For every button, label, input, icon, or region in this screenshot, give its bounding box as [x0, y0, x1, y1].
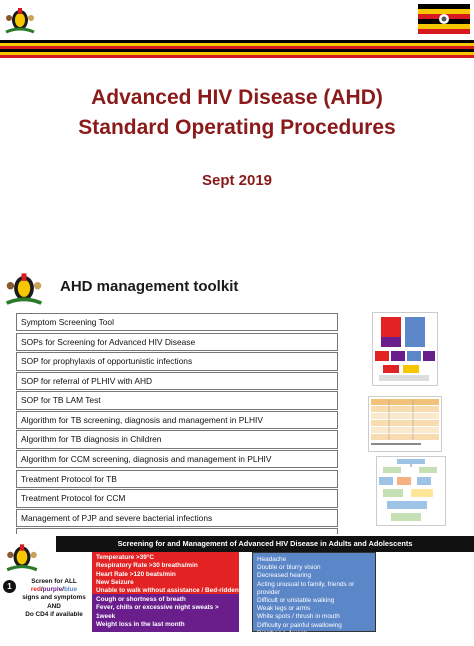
blue-sign: Decreased hearing — [257, 572, 311, 580]
blue-sign: Acting unusual to family, friends or provider — [257, 580, 355, 596]
toolkit-item: Management of PJP and severe bacterial infections — [16, 509, 338, 527]
blue-sign: Difficulty or painful swallowing — [257, 621, 342, 629]
screen-line1: Screen for ALL — [31, 578, 77, 585]
screen-purple-word: purple — [42, 586, 63, 594]
toolkit-item: Symptom Screening Tool — [16, 313, 338, 331]
toolkit-item: SOP for referral of PLHIV with AHD — [16, 372, 338, 390]
title-slide — [0, 0, 474, 252]
toolkit-slide — [0, 258, 474, 534]
screening-slide — [0, 534, 474, 646]
red-sign: Respiratory Rate >30 breaths/min — [96, 562, 198, 570]
red-sign: Unable to walk without assistance / Bed-ridden — [96, 587, 239, 595]
uganda-coat-of-arms-icon — [4, 266, 44, 308]
flag-color-stripes — [0, 40, 474, 60]
screen-blue-word: blue — [63, 586, 78, 594]
screen-red-word: red — [30, 586, 41, 594]
slide-title-line2: Standard Operating Procedures — [78, 116, 396, 139]
blue-sign: Body sores or skin rashes — [257, 638, 331, 646]
step-number-badge: 1 — [3, 580, 16, 593]
purple-sign: Cough or shortness of breath — [96, 596, 186, 603]
purple-sign: Weight loss in the last month — [96, 620, 185, 628]
algorithm-thumbnail-icon — [377, 457, 445, 525]
toolkit-list — [16, 313, 338, 548]
screen-instructions — [16, 578, 92, 619]
toolkit-item: SOP for prophylaxis of opportunistic infections — [16, 352, 338, 370]
screen-line3: signs and symptoms — [22, 594, 86, 602]
toolkit-item: Algorithm for TB diagnosis in Children — [16, 430, 338, 448]
toolkit-item: Algorithm for CCM screening, diagnosis and management in PLHIV — [16, 450, 338, 468]
blue-sign: Headache — [257, 556, 287, 563]
purple-sign: Fever, chills or excessive night sweats > 1week — [96, 604, 219, 620]
uganda-flag-icon — [418, 4, 470, 34]
uganda-coat-of-arms-icon — [4, 538, 40, 574]
screen-color-words: red/purple/blue — [30, 586, 78, 594]
screening-tool-thumbnail — [372, 312, 438, 386]
toolkit-item: SOP for TB LAM Test — [16, 391, 338, 409]
toolkit-item: Treatment Protocol for CCM — [16, 489, 338, 507]
toolkit-item: Algorithm for TB screening, diagnosis and management in PLHIV — [16, 411, 338, 429]
blue-sign: Weak legs or arms — [257, 605, 311, 613]
toolkit-title: AHD management toolkit — [60, 278, 239, 295]
purple-tb-signs-box — [92, 594, 239, 632]
screen-line4: AND — [47, 602, 61, 610]
blue-sign: Diarrhea > 1week — [257, 629, 308, 637]
algorithm-thumbnail — [376, 456, 446, 526]
blue-sign: Double or blurry vision — [257, 564, 321, 572]
table-thumbnail-icon — [369, 397, 441, 451]
red-sign: Temperature >39°C — [96, 554, 155, 561]
uganda-coat-of-arms-icon — [4, 2, 36, 36]
blue-signs-box — [252, 552, 376, 646]
toolkit-item: Treatment Protocol for TB — [16, 470, 338, 488]
screening-header: Screening for and Management of Advanced HIV Disease in Adults and Adolescents — [56, 536, 474, 552]
slide-title-line1: Advanced HIV Disease (AHD) — [91, 86, 383, 109]
blue-sign: White spots / thrush in mouth — [257, 613, 340, 621]
screen-line5: Do CD4 if available — [25, 610, 83, 618]
stripe-red — [0, 55, 474, 58]
red-sign: Heart Rate >120 beats/min — [96, 570, 176, 578]
flowchart-thumbnail-icon — [373, 313, 437, 385]
red-sign: New Seizure — [96, 578, 134, 586]
prophylaxis-table-thumbnail — [368, 396, 442, 452]
blue-sign: Difficult or unstable walking — [257, 597, 335, 605]
toolkit-item: SOPs for Screening for Advanced HIV Disease — [16, 333, 338, 351]
red-danger-signs-box — [92, 552, 239, 594]
slide-date: Sept 2019 — [201, 172, 273, 189]
